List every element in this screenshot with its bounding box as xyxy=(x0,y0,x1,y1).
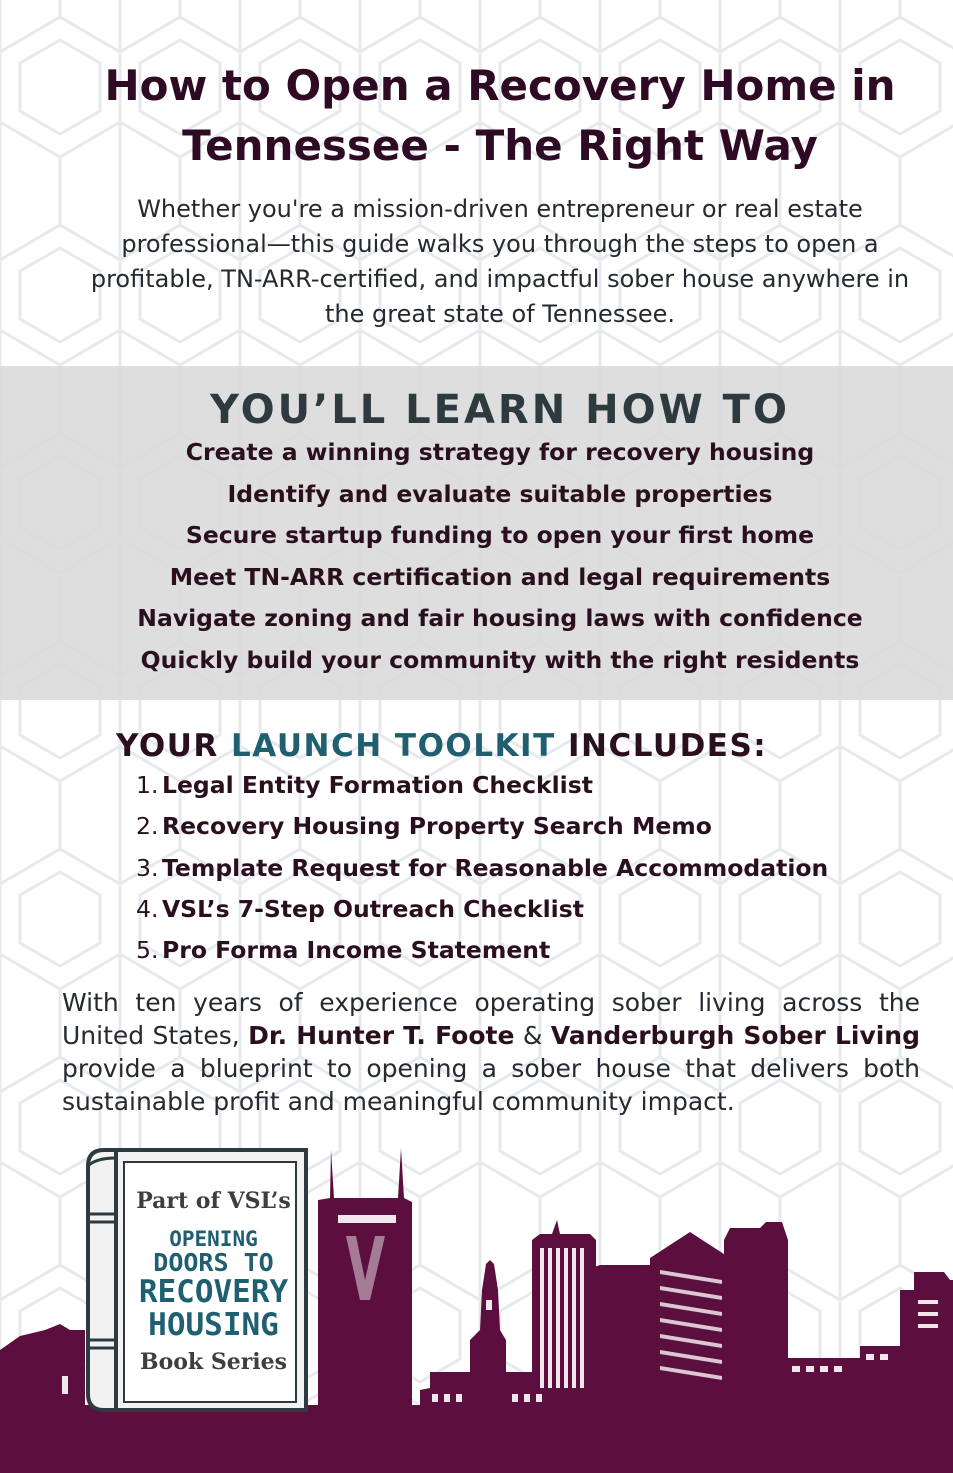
book-series-intro: Part of VSL’s xyxy=(136,1188,291,1214)
toolkit-item-text: Legal Entity Formation Checklist xyxy=(162,771,593,799)
toolkit-item-number: 4. xyxy=(136,894,159,923)
toolkit-item-text: Pro Forma Income Statement xyxy=(162,936,551,965)
toolkit-list xyxy=(136,765,936,971)
toolkit-item-text: Recovery Housing Property Search Memo xyxy=(162,812,712,841)
title-line-1: How to Open a Recovery Home in xyxy=(104,61,896,110)
book-title-line-4: HOUSING xyxy=(148,1306,279,1343)
book-series-label: Book Series xyxy=(139,1349,288,1376)
learn-list xyxy=(0,432,953,681)
learn-item: Identify and evaluate suitable properties xyxy=(227,479,773,508)
learn-item: Meet TN-ARR certification and legal requirements xyxy=(169,562,831,591)
page-title xyxy=(60,56,940,176)
learn-item: Quickly build your community with the right residents xyxy=(140,645,860,674)
title-line-2: Tennessee - The Right Way xyxy=(182,121,818,170)
toolkit-heading-accent: LAUNCH TOOLKIT xyxy=(231,728,556,764)
toolkit-item-number: 1. xyxy=(136,771,159,799)
toolkit-item xyxy=(136,765,936,806)
toolkit-heading xyxy=(116,724,916,768)
book-cover-text xyxy=(116,1184,311,1379)
about-text-1: With ten years of experience operating sober living across the United States, xyxy=(62,988,920,1050)
intro-paragraph: Whether you're a mission-driven entrepreneur or real estate professional—this guide walks you through the steps to open a profitable, TN-ARR-certified, and impactful sober house anywhere in the great state of Tennessee. xyxy=(90,195,910,328)
about-paragraph xyxy=(62,986,920,1118)
toolkit-item xyxy=(136,930,936,971)
author-name: Dr. Hunter T. Foote xyxy=(248,1021,515,1050)
learn-item: Navigate zoning and fair housing laws with confidence xyxy=(137,604,863,632)
toolkit-item-number: 2. xyxy=(136,812,159,841)
toolkit-item-number: 5. xyxy=(136,936,159,965)
book-title-line-3: RECOVERY xyxy=(138,1274,289,1311)
toolkit-item-text: Template Request for Reasonable Accommodation xyxy=(162,853,829,882)
learn-item: Create a winning strategy for recovery housing xyxy=(185,438,815,466)
toolkit-item-text: VSL’s 7-Step Outreach Checklist xyxy=(162,894,584,923)
organization-name: Vanderburgh Sober Living xyxy=(550,1021,920,1050)
toolkit-heading-post: INCLUDES: xyxy=(555,728,768,764)
toolkit-heading-pre: YOUR xyxy=(116,728,232,764)
learn-heading: YOU’LL LEARN HOW TO xyxy=(210,387,790,433)
toolkit-item xyxy=(136,806,936,847)
toolkit-item-number: 3. xyxy=(136,853,159,882)
about-text-2: provide a blueprint to opening a sober house that delivers both sustainable profit and meaningful community impact. xyxy=(62,1054,920,1116)
learn-item: Secure startup funding to open your first home xyxy=(185,521,815,549)
toolkit-item xyxy=(136,848,936,889)
book-title-line-1: OPENING xyxy=(169,1227,258,1251)
toolkit-item xyxy=(136,889,936,930)
book-title-line-2: DOORS TO xyxy=(153,1248,274,1278)
about-amp: & xyxy=(514,1021,551,1050)
